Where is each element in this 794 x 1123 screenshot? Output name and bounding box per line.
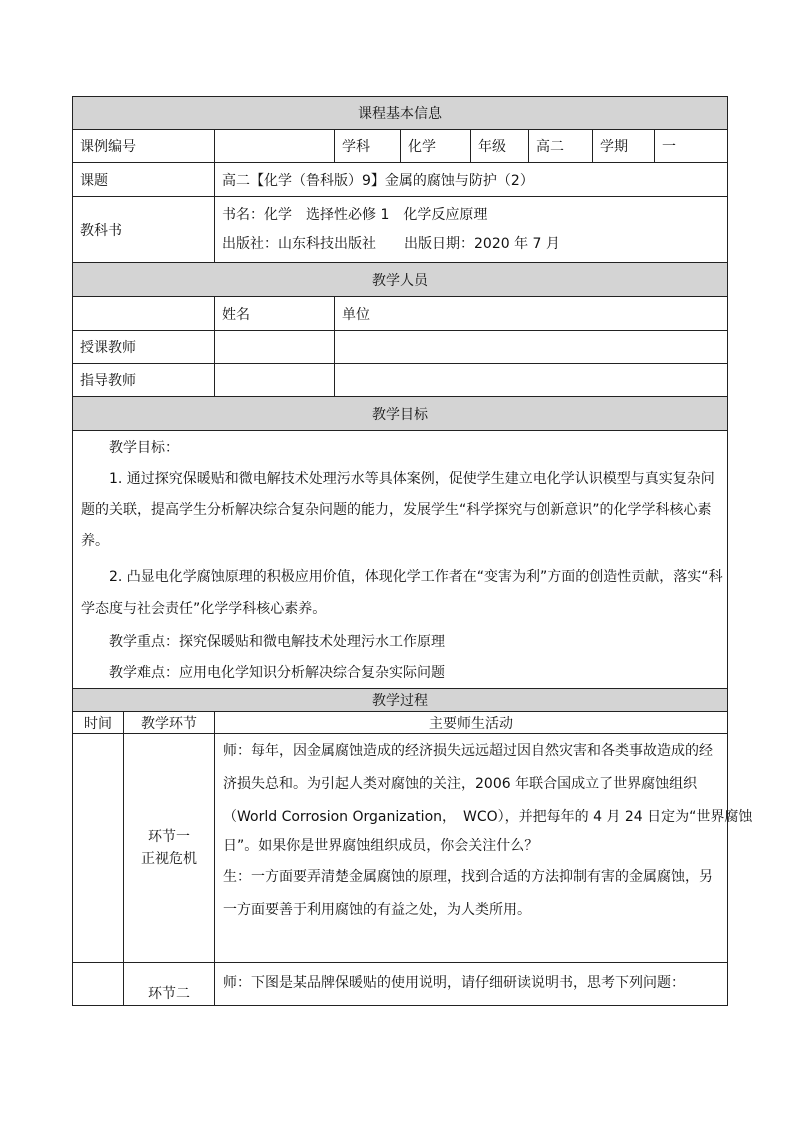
mentor-label: 指导教师 xyxy=(80,373,136,389)
step-1-activity xyxy=(214,734,753,962)
process-col-step: 教学环节 xyxy=(123,712,214,733)
process-columns-row xyxy=(72,711,728,733)
staff-columns-row xyxy=(72,296,728,330)
staff-header-row xyxy=(72,262,728,296)
staff-header: 教学人员 xyxy=(73,263,727,296)
objective-2-line-1: 2. 凸显电化学腐蚀原理的积极应用价值，体现化学工作者在“变害为利”方面的创造性贡献，落实“科 xyxy=(81,569,723,585)
staff-corner xyxy=(73,297,214,330)
lesson-plan-table xyxy=(72,96,753,1006)
topic-label: 课题 xyxy=(80,172,108,189)
grade-label: 年级 xyxy=(470,130,528,162)
step-1-name xyxy=(123,734,214,962)
step-1-line-1: 师：每年，因金属腐蚀造成的经济损失远远超过因自然灾害和各类事故造成的经 xyxy=(223,743,713,759)
textbook-row xyxy=(72,196,728,262)
textbook-title-line: 书名：化学 选择性必修 1 化学反应原理 xyxy=(222,207,488,223)
step-1-label: 环节一 xyxy=(148,829,190,845)
step-1-time xyxy=(73,734,123,962)
staff-col-unit: 单位 xyxy=(334,297,727,330)
step-2-time xyxy=(73,963,123,1005)
step-1-line-5: 生：一方面要弄清楚金属腐蚀的原理，找到合适的方法抑制有害的金属腐蚀，另 xyxy=(223,869,713,885)
teacher-label: 授课教师 xyxy=(80,340,136,356)
process-col-time: 时间 xyxy=(84,715,112,732)
teacher-name xyxy=(214,331,334,363)
topic-value: 高二【化学（鲁科版）9】金属的腐蚀与防护（2） xyxy=(214,163,727,196)
staff-col-name: 姓名 xyxy=(214,297,334,330)
case-no-value xyxy=(214,130,334,162)
step-1-line-2: 济损失总和。为引起人类对腐蚀的关注，2006 年联合国成立了世界腐蚀组织 xyxy=(223,776,698,792)
course-info-header: 课程基本信息 xyxy=(73,97,727,129)
step-1-title: 正视危机 xyxy=(141,851,197,867)
textbook-publisher-line: 出版社：山东科技出版社 出版日期：2020 年 7 月 xyxy=(222,236,560,252)
process-step-1-row xyxy=(72,733,753,962)
objective-1-line-1: 1. 通过探究保暖贴和微电解技术处理污水等具体案例，促使学生建立电化学认识模型与真实复杂问 xyxy=(81,471,715,487)
objective-2-line-2: 学态度与社会责任”化学学科核心素养。 xyxy=(81,601,327,617)
process-step-2-row xyxy=(72,962,728,1006)
textbook-details xyxy=(214,197,727,262)
objective-1-line-3: 养。 xyxy=(81,533,109,549)
mentor-row xyxy=(72,363,728,396)
key-points: 教学重点：探究保暖贴和微电解技术处理污水工作原理 xyxy=(81,634,445,650)
course-meta-row xyxy=(72,129,728,162)
teacher-unit xyxy=(334,331,727,363)
step-2-line-1: 师：下图是某品牌保暖贴的使用说明，请仔细研读说明书，思考下列问题： xyxy=(223,975,685,991)
term-label: 学期 xyxy=(592,130,654,162)
mentor-unit xyxy=(334,364,727,396)
subject-value: 化学 xyxy=(400,130,470,162)
process-header: 教学过程 xyxy=(73,689,727,711)
process-col-activity: 主要师生活动 xyxy=(214,712,727,733)
subject-label: 学科 xyxy=(334,130,400,162)
objectives-intro: 教学目标： xyxy=(81,440,179,456)
objectives-header-row xyxy=(72,396,728,430)
course-info-header-row xyxy=(72,96,728,129)
step-1-line-6: 一方面要善于利用腐蚀的有益之处，为人类所用。 xyxy=(223,902,531,918)
process-header-row xyxy=(72,688,728,711)
step-2-label: 环节二 xyxy=(123,963,214,1005)
topic-row xyxy=(72,162,728,196)
term-value: 一 xyxy=(654,130,727,162)
objective-1-line-2: 题的关联，提高学生分析解决综合复杂问题的能力，发展学生“科学探究与创新意识”的化学学科核心素 xyxy=(81,502,712,518)
objectives-body xyxy=(72,430,728,688)
difficult-points: 教学难点：应用电化学知识分析解决综合复杂实际问题 xyxy=(81,665,445,681)
teacher-row xyxy=(72,330,728,363)
case-no-label: 课例编号 xyxy=(80,139,136,155)
step-1-line-4: 日”。如果你是世界腐蚀组织成员，你会关注什么？ xyxy=(223,838,539,854)
grade-value: 高二 xyxy=(528,130,592,162)
textbook-label: 教科书 xyxy=(80,222,122,239)
step-1-line-3: （World Corrosion Organization， WCO），并把每年的 4 月 24 日定为“世界腐蚀 xyxy=(223,809,753,825)
objectives-header: 教学目标 xyxy=(73,397,727,430)
mentor-name xyxy=(214,364,334,396)
step-2-activity xyxy=(214,963,727,1005)
